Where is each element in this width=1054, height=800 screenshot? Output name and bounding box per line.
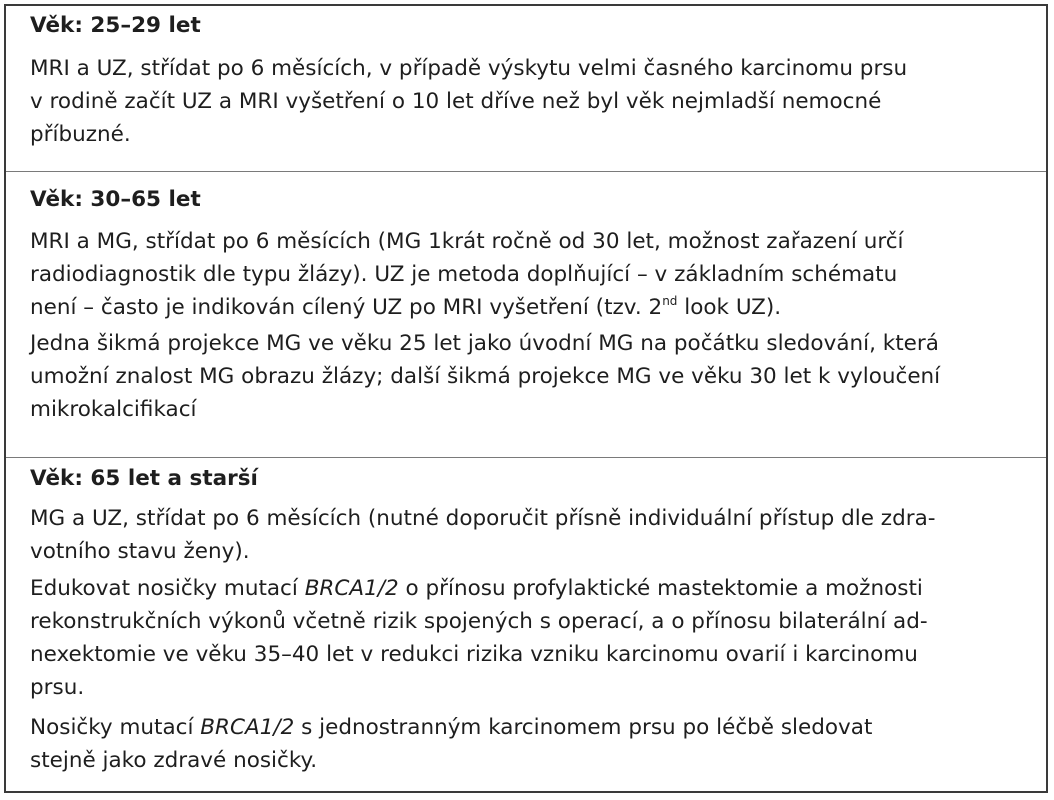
section-heading: Věk: 25–29 let bbox=[30, 13, 201, 38]
text-line: stejně jako zdravé nosičky. bbox=[30, 748, 318, 773]
text-line: Jedna šikmá projekce MG ve věku 25 let jako úvodní MG na počátku sledování, která bbox=[30, 331, 939, 356]
gene-name: BRCA1/2 bbox=[304, 576, 399, 601]
text-segment: look UZ). bbox=[677, 295, 782, 320]
text-line bbox=[30, 572, 1036, 605]
text-line bbox=[30, 291, 1036, 324]
text-line: votního stavu ženy). bbox=[30, 539, 250, 564]
section-paragraph bbox=[30, 711, 1036, 777]
text-line: prsu. bbox=[30, 675, 85, 700]
recommendations-table bbox=[4, 4, 1048, 793]
text-segment: o přínosu profylaktické mastektomie a možnosti bbox=[398, 576, 923, 601]
section-paragraph bbox=[30, 225, 1036, 324]
section-paragraph bbox=[30, 52, 1036, 151]
gene-name: BRCA1/2 bbox=[200, 715, 295, 740]
text-line: MRI a MG, střídat po 6 měsících (MG 1krát ročně od 30 let, možnost zařazení určí bbox=[30, 229, 904, 254]
section-65-plus bbox=[6, 458, 1046, 791]
section-paragraph bbox=[30, 502, 1036, 568]
text-line: MRI a UZ, střídat po 6 měsících, v případě výskytu velmi časného karcinomu prsu bbox=[30, 56, 908, 81]
text-line: v rodině začít UZ a MRI vyšetření o 10 let dříve než byl věk nejmladší nemocné bbox=[30, 89, 882, 114]
section-heading: Věk: 65 let a starší bbox=[30, 466, 258, 491]
text-line: nexektomie ve věku 35–40 let v redukci rizika vzniku karcinomu ovarií i karcinomu bbox=[30, 642, 918, 667]
text-segment: Nosičky mutací bbox=[30, 715, 201, 740]
superscript: nd bbox=[662, 294, 678, 308]
text-segment: s jednostranným karcinomem prsu po léčbě sledovat bbox=[294, 715, 873, 740]
section-25-29 bbox=[6, 6, 1046, 172]
text-segment: není – často je indikován cílený UZ po MRI vyšetření (tzv. 2 bbox=[30, 295, 663, 320]
section-paragraph bbox=[30, 327, 1036, 426]
text-line: rekonstrukčních výkonů včetně rizik spojených s operací, a o přínosu bilaterální ad- bbox=[30, 609, 928, 634]
text-line: umožní znalost MG obrazu žlázy; další šikmá projekce MG ve věku 30 let k vyloučení bbox=[30, 364, 941, 389]
text-line bbox=[30, 711, 1036, 744]
text-segment: Edukovat nosičky mutací bbox=[30, 576, 305, 601]
section-heading: Věk: 30–65 let bbox=[30, 187, 201, 212]
section-30-65 bbox=[6, 172, 1046, 458]
section-paragraph bbox=[30, 572, 1036, 704]
text-line: příbuzné. bbox=[30, 122, 131, 147]
text-line: radiodiagnostik dle typu žlázy). UZ je metoda doplňující – v základním schématu bbox=[30, 262, 898, 287]
text-line: MG a UZ, střídat po 6 měsících (nutné doporučit přísně individuální přístup dle zdra- bbox=[30, 506, 936, 531]
text-line: mikrokalcifikací bbox=[30, 397, 197, 422]
